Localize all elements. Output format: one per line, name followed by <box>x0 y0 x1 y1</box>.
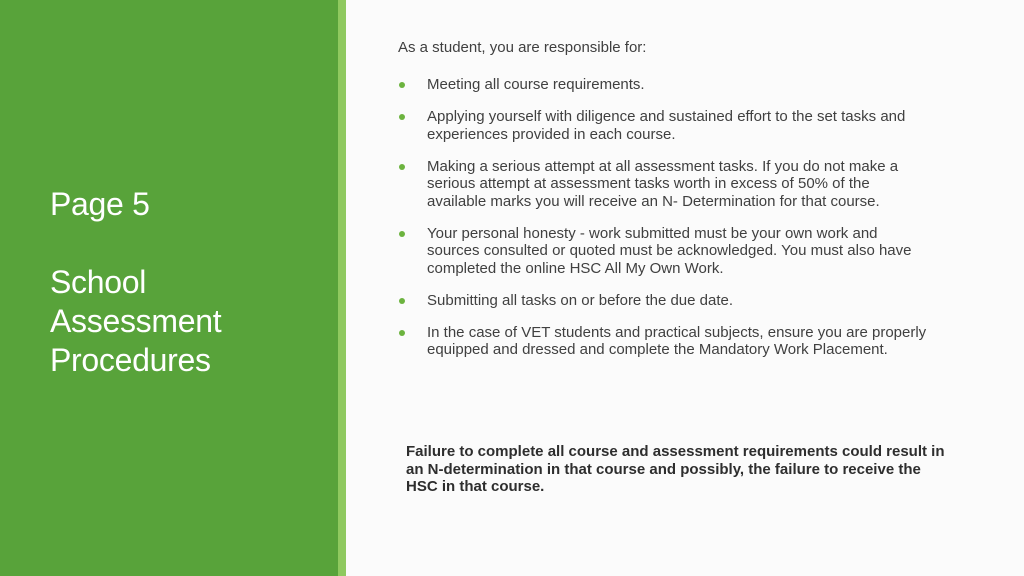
bullet-icon <box>399 114 405 120</box>
slide-title <box>50 185 330 380</box>
list-item <box>398 158 927 211</box>
list-item-text: Making a serious attempt at all assessment tasks. If you do not make a serious attempt at assessment tasks worth in excess of 50% of the available marks you will receive an N- Determination for that course. <box>427 157 899 210</box>
list-item <box>398 292 927 310</box>
list-item <box>398 225 927 278</box>
bullet-icon <box>399 298 405 304</box>
accent-stripe <box>338 0 346 576</box>
bullet-icon <box>399 330 405 336</box>
list-item <box>398 324 927 359</box>
list-item <box>398 76 927 94</box>
section-heading-line: Assessment <box>50 303 222 339</box>
list-item-text: Submitting all tasks on or before the due date. <box>427 291 734 309</box>
section-heading-line: Procedures <box>50 342 211 378</box>
list-item-text: Meeting all course requirements. <box>427 76 645 93</box>
page-number-label: Page 5 <box>50 186 150 222</box>
responsibilities-section <box>398 38 938 373</box>
list-item-text: Applying yourself with diligence and sustained effort to the set tasks and experiences provided in each course. <box>427 108 906 143</box>
list-item <box>398 108 927 143</box>
intro-text: As a student, you are responsible for: <box>398 39 647 56</box>
warning-note: Failure to complete all course and assessment requirements could result in an N-determination in that course and possibly, the failure to receive the HSC in that course. <box>406 443 945 495</box>
bullet-icon <box>399 164 405 170</box>
list-item-text: Your personal honesty - work submitted must be your own work and sources consulted or quoted must be acknowledged. You must also have completed the online HSC All My Own Work. <box>427 224 912 277</box>
list-item-text: In the case of VET students and practical subjects, ensure you are properly equipped and dressed and complete the Mandatory Work Placement. <box>427 323 927 358</box>
bullet-icon <box>399 231 405 237</box>
responsibilities-list <box>398 76 938 359</box>
bullet-icon <box>399 82 405 88</box>
section-heading-line: School <box>50 264 147 300</box>
